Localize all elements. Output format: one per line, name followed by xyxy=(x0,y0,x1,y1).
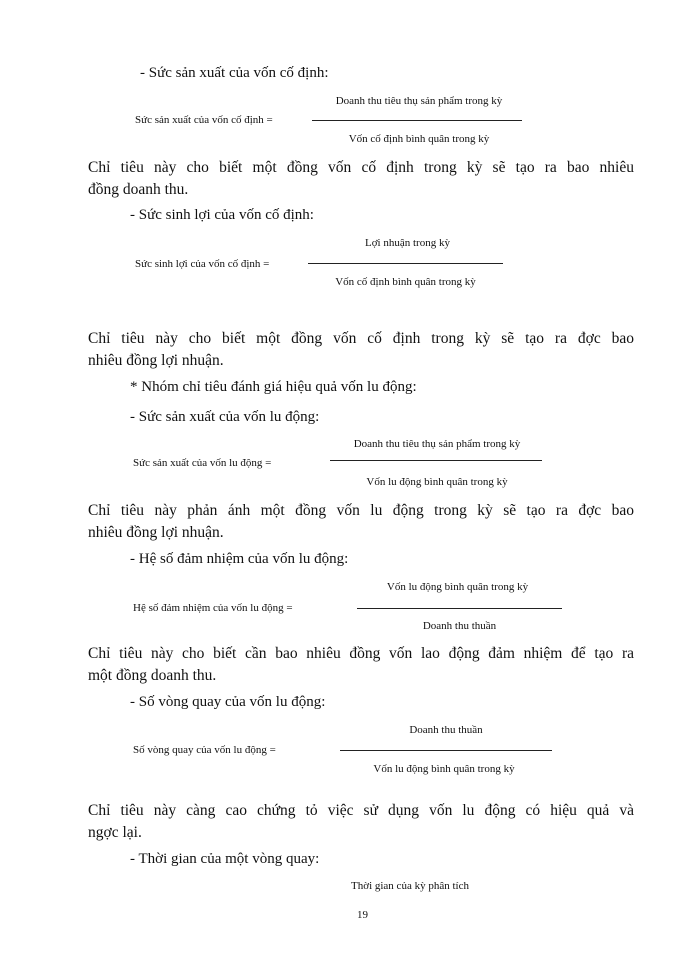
heading-fixed-capital-profitability: - Sức sinh lợi của vốn cố định: xyxy=(130,207,314,223)
paragraph-line: Chỉ tiêu này cho biết một đồng vốn cố định trong kỳ sẽ tạo ra bao nhiêu xyxy=(88,159,634,176)
heading-working-capital-load-coefficient: - Hệ số đảm nhiệm của vốn lu động: xyxy=(130,551,349,567)
fraction-line xyxy=(357,608,562,609)
fraction-line xyxy=(330,460,542,461)
formula-numerator: Doanh thu tiêu thụ sản phẩm trong kỳ xyxy=(353,438,521,450)
paragraph-working-capital-load-coefficient xyxy=(88,643,634,687)
formula-numerator: Doanh thu tiêu thụ sản phẩm trong kỳ xyxy=(335,95,503,107)
paragraph-line: nhiêu đồng lợi nhuận. xyxy=(88,352,224,369)
formula-label: Sức sinh lợi của vốn cố định = xyxy=(135,258,270,270)
paragraph-line: Chỉ tiêu này cho biết một đồng vốn cố định trong kỳ sẽ tạo ra đợc bao xyxy=(88,330,634,347)
paragraph-line: một đồng doanh thu. xyxy=(88,667,217,684)
formula-denominator: Doanh thu thuần xyxy=(422,620,497,632)
formula-numerator: Doanh thu thuần xyxy=(409,724,483,736)
formula-numerator: Lợi nhuận trong kỳ xyxy=(365,237,450,249)
paragraph-line: Chỉ tiêu này cho biết cần bao nhiêu đồng vốn lao động đảm nhiệm để tạo ra xyxy=(88,645,634,662)
formula-label: Sức sản xuất của vốn lu động = xyxy=(133,457,272,469)
paragraph-working-capital-productivity xyxy=(88,500,634,544)
paragraph-line: Chỉ tiêu này càng cao chứng tỏ việc sử dụng vốn lu động có hiệu quả và xyxy=(88,802,634,819)
fraction-line xyxy=(308,263,503,264)
formula-denominator: Vốn cố định bình quân trong kỳ xyxy=(348,133,490,145)
heading-fixed-capital-productivity: - Sức sản xuất của vốn cố định: xyxy=(140,65,329,81)
fraction-line xyxy=(312,120,522,121)
paragraph-line: đồng doanh thu. xyxy=(88,181,189,198)
paragraph-line: nhiêu đồng lợi nhuận. xyxy=(88,524,224,541)
heading-cycle-time: - Thời gian của một vòng quay: xyxy=(130,851,320,867)
formula-denominator: Vốn lu động bình quân trong kỳ xyxy=(366,476,508,488)
formula-numerator: Vốn lu động bình quân trong kỳ xyxy=(386,581,529,593)
formula-denominator: Vốn lu động bình quân trong kỳ xyxy=(373,763,515,775)
page-number: 19 xyxy=(357,909,368,921)
heading-working-capital-turnover: - Số vòng quay của vốn lu động: xyxy=(130,694,326,710)
paragraph-line: ngợc lại. xyxy=(88,824,142,841)
formula-denominator: Vốn cố định bình quân trong kỳ xyxy=(335,276,476,288)
formula-label: Hệ số đảm nhiệm của vốn lu động = xyxy=(133,602,293,614)
heading-working-capital-group: * Nhóm chỉ tiêu đánh giá hiệu quả vốn lu động: xyxy=(130,379,417,395)
heading-working-capital-productivity: - Sức sản xuất của vốn lu động: xyxy=(130,409,320,425)
paragraph-fixed-capital-productivity xyxy=(88,157,634,201)
fraction-line xyxy=(340,750,552,751)
paragraph-fixed-capital-profitability xyxy=(88,328,634,372)
formula-label: Số vòng quay của vốn lu động = xyxy=(133,744,276,756)
formula-numerator: Thời gian của kỳ phân tích xyxy=(351,880,469,892)
paragraph-line: Chỉ tiêu này phản ánh một đồng vốn lu động trong kỳ sẽ tạo ra đợc bao xyxy=(88,502,634,519)
formula-label: Sức sản xuất của vốn cố định = xyxy=(135,114,273,126)
paragraph-working-capital-turnover xyxy=(88,800,634,844)
